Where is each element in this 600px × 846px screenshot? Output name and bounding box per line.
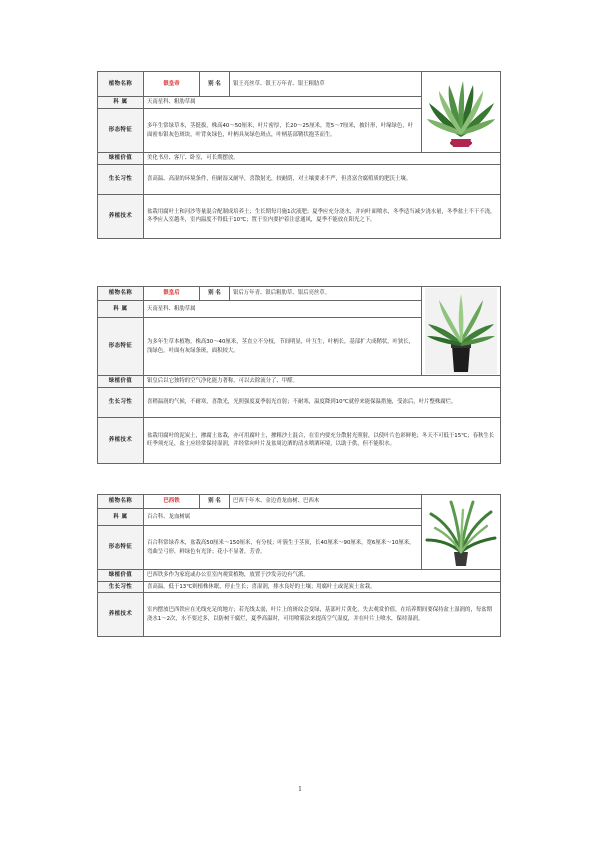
plant-features: 为多年生草本植物，株高30～40厘米，茎直立不分枝，节间明显，叶互生，叶柄长，基部扩大成鞘状，叶狭长，浅绿色，叶面有灰绿条斑，面积较大。	[144, 318, 422, 376]
plant-family: 天南星科、粗肋草属	[144, 301, 422, 318]
label-alias: 别 名	[200, 287, 230, 301]
plant-alias: 巴西千年木、金边香龙血树、巴西木	[230, 495, 422, 509]
label-features: 形态特征	[98, 318, 144, 376]
plant-image-1	[422, 72, 501, 153]
label-features: 形态特征	[98, 109, 144, 153]
plant-name: 巴西铁	[144, 495, 200, 509]
plant-alias: 银后万年青、银后粗肋草、银后亮丝草。	[230, 287, 422, 301]
plant-photo-3	[425, 496, 497, 568]
plant-name: 银皇后	[144, 287, 200, 301]
label-value: 绿植价值	[98, 153, 144, 165]
plant-habit: 喜稍温润的气候，不耐寒，喜散光，光照强度夏季弱光直射；不耐寒，温度降到10℃就停来能保温措施，受冻后，叶片整株腐烂。	[144, 387, 501, 417]
label-family: 科 属	[98, 301, 144, 318]
plant-family: 天南星科、粗肋草属	[144, 97, 422, 109]
page-number: 1	[298, 786, 302, 793]
plant-tech: 盆栽用腐叶土和河沙等量混合配制成培养土；生长期每月施1次液肥；夏季应充分浇水，并向叶面喷水，冬季适当减少浇水量，冬季盆土不干不浇，冬季应入室越冬，室内温度不得低于10℃；置于室内要护着注意通风，夏季不能放在阳光之下。	[144, 194, 501, 238]
plant-name: 银皇帝	[144, 72, 200, 97]
plant-habit: 喜高温，低于13℃则植株休眠，停止生长；喜湿润，排水良好的土壤；用腐叶土或泥炭土盆栽。	[144, 581, 501, 593]
label-family: 科 属	[98, 97, 144, 109]
label-habit: 生长习性	[98, 387, 144, 417]
plant-card-1	[97, 71, 501, 239]
plant-card-2	[97, 286, 501, 464]
plant-card-3	[97, 494, 501, 637]
plant-family: 百合科、龙血树属	[144, 509, 422, 526]
label-habit: 生长习性	[98, 581, 144, 593]
label-alias: 别 名	[200, 72, 230, 97]
plant-image-2	[422, 287, 501, 376]
label-value: 绿植价值	[98, 570, 144, 582]
plant-alias: 银王亮丝草、银王万年青、银王粗肋草	[230, 72, 422, 97]
label-alias: 别 名	[200, 495, 230, 509]
label-name: 植物名称	[98, 287, 144, 301]
plant-tech: 室内摆放巴西铁应在光线充足的地方；若光线太弱，叶片上的斑纹会变绿，基部叶片黄化，失去观赏价值。在培养期间要保持盆土湿润的，每盆期浇水1～2次，水不要过多，以防树干腐烂，夏季高温时，可用喷雾法来提高空气湿度，并在叶片上喷水，保持湿润。	[144, 593, 501, 637]
plant-features: 多年生常绿草本，茎挺拔，株高40～50厘米，叶片密厚，长20～25厘米，宽5～7厘米，披针形，叶缘绿色，叶面密布银灰色斑块，叶背灰绿色，叶柄具灰绿色斑点，叶柄基部鞘状抱茎而生。	[144, 109, 422, 153]
label-features: 形态特征	[98, 526, 144, 570]
plant-features: 百合科常绿乔木，盆栽高50厘米～150厘米，有分枝；叶簇生于茎顶，长40厘米～90厘米，宽6厘米～10厘米，弯曲呈弓形，鲜绿色有光泽；花小不显著，芳香。	[144, 526, 422, 570]
plant-habit: 喜高温、高湿的环境条件，但耐湿又耐旱，喜散射光，较耐荫，对土壤要求不严，但喜富含腐殖质的肥沃土壤。	[144, 164, 501, 194]
label-tech: 养植技术	[98, 194, 144, 238]
label-value: 绿植价值	[98, 376, 144, 388]
label-family: 科 属	[98, 509, 144, 526]
label-name: 植物名称	[98, 72, 144, 97]
plant-photo-2	[425, 288, 497, 374]
plant-value: 美化书房、客厅、卧室，可长期摆放。	[144, 153, 501, 165]
label-tech: 养植技术	[98, 417, 144, 463]
label-name: 植物名称	[98, 495, 144, 509]
plant-tech: 盆栽用腐叶的泥炭土，掺腐土盆栽，亦可用腐叶土，掺粗沙土混合，在室内要充分散射光照射，以使叶片色彩鲜艳；冬天不可低于15℃；春秋生长旺季须充足，盆土应经常保持湿润，并经常向叶片及盆周边洒的清水喷洒环境，以助于供，但不能积水。	[144, 417, 501, 463]
plant-image-3	[422, 495, 501, 570]
plant-photo-1	[425, 73, 497, 151]
label-tech: 养植技术	[98, 593, 144, 637]
plant-value: 巴西铁多作为家庭或办公室室内观赏植物，放置于沙发旁边有气派。	[144, 570, 501, 582]
plant-value: 银皇后以它独特的空气净化能力著称，可以去除流分了、甲醛。	[144, 376, 501, 388]
label-habit: 生长习性	[98, 164, 144, 194]
